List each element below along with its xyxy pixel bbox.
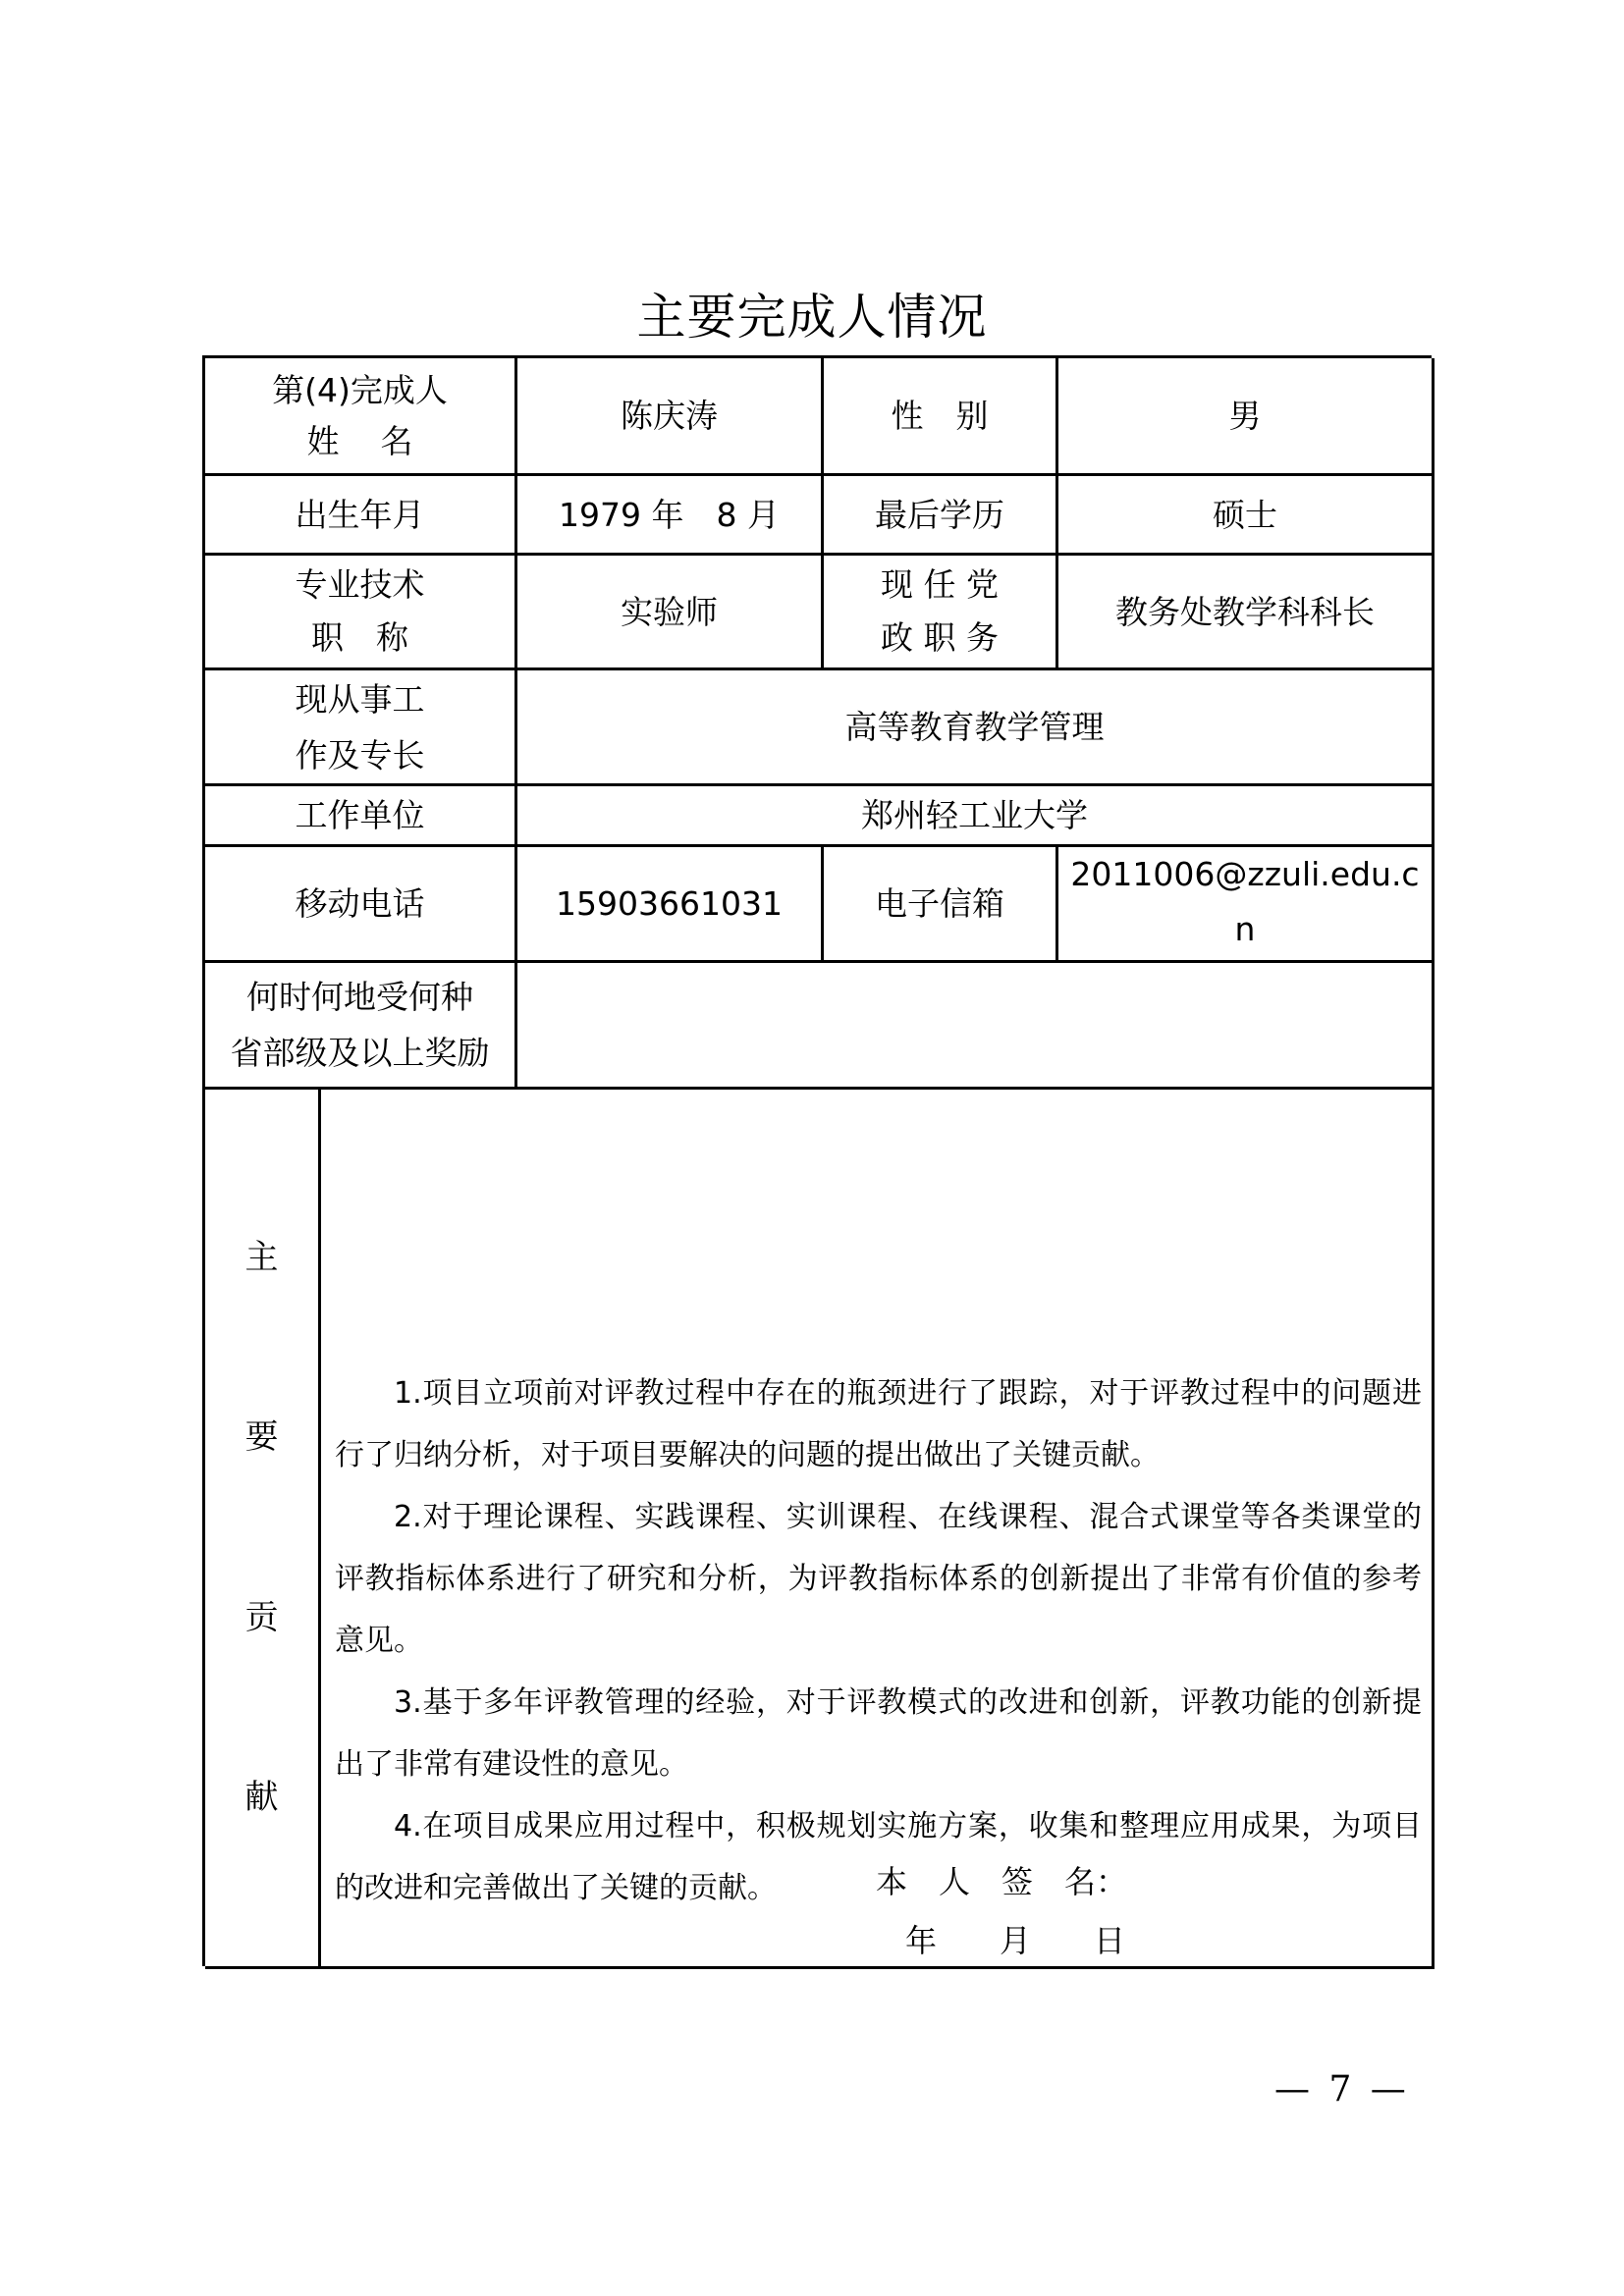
- contribution-label-char: 要: [244, 1417, 279, 1458]
- contribution-paragraph: 4.在项目成果应用过程中，积极规划实施方案，收集和整理应用成果，为项目的改进和完善做出了关键的贡献。: [335, 1809, 1422, 1905]
- birth-value: 1979 年 8 月: [559, 495, 780, 534]
- email-label-cell: [824, 847, 1058, 963]
- unit-label-cell: [205, 786, 517, 847]
- contribution-label-char: 贡: [244, 1597, 279, 1637]
- work-value: 高等教育教学管理: [844, 708, 1105, 746]
- email-label: 电子信箱: [875, 884, 1004, 923]
- education-label: 最后学历: [875, 495, 1004, 534]
- work-label: 现从事工: [295, 679, 425, 719]
- professional-title-label: 专业技术: [295, 565, 425, 604]
- work-value-cell: [517, 670, 1435, 786]
- unit-value-cell: [517, 786, 1435, 847]
- contribution-label-char: 主: [244, 1238, 279, 1278]
- page-number: — 7 —: [1274, 2069, 1410, 2109]
- awards-label-line2: 省部级及以上奖励: [230, 1034, 490, 1072]
- contribution-paragraph: 3.基于多年评教管理的经验，对于评教模式的改进和创新，评教功能的创新提出了非常有建设性的意见。: [335, 1685, 1422, 1782]
- signature-label: 本 人 签 名：: [876, 1863, 1128, 1900]
- awards-label: 何时何地受何种: [246, 978, 473, 1016]
- education-value: 硕士: [1213, 495, 1277, 534]
- phone-label-cell: [205, 847, 517, 963]
- professional-title-value-cell: [517, 556, 824, 670]
- name-value: 陈庆涛: [621, 397, 718, 435]
- contribution-text: [335, 1362, 1422, 1919]
- gender-label-cell: [824, 358, 1058, 476]
- contribution-paragraph: 2.对于理论课程、实践课程、实训课程、在线课程、混合式课堂等各类课堂的评教指标体系进行了研究和分析，为评教指标体系的创新提出了非常有价值的参考意见。: [335, 1500, 1422, 1658]
- gender-value: 男: [1228, 397, 1262, 435]
- date-label: 年 月 日: [905, 1922, 1126, 1959]
- birth-label-cell: [205, 476, 517, 556]
- awards-value-cell: [517, 963, 1435, 1090]
- name-label: 姓 名: [306, 421, 413, 460]
- unit-value: 郑州轻工业大学: [861, 796, 1088, 834]
- education-value-cell: [1058, 476, 1435, 556]
- completer-rank-label: 第(4)完成人: [272, 370, 448, 409]
- professional-title-label-line2: 职 称: [311, 618, 408, 657]
- completer-info-table: [202, 355, 1432, 1966]
- awards-label-cell: [205, 963, 517, 1090]
- education-label-cell: [824, 476, 1058, 556]
- contribution-label-char: 献: [244, 1777, 279, 1817]
- work-label-cell: [205, 670, 517, 786]
- professional-title-label-cell: [205, 556, 517, 670]
- email-value: 2011006@zzuli.edu.c: [1070, 855, 1420, 893]
- position-label: 现 任 党: [881, 565, 999, 604]
- email-value-cell: [1058, 847, 1435, 963]
- unit-label: 工作单位: [295, 796, 425, 834]
- phone-value: 15903661031: [556, 884, 783, 923]
- contribution-body-cell: [321, 1090, 1435, 1969]
- position-label-cell: [824, 556, 1058, 670]
- work-label-line2: 作及专长: [295, 735, 425, 774]
- birth-value-cell: [517, 476, 824, 556]
- name-label-cell: [205, 358, 517, 476]
- birth-label: 出生年月: [295, 495, 425, 534]
- contribution-paragraph: 1.项目立项前对评教过程中存在的瓶颈进行了跟踪，对于评教过程中的问题进行了归纳分析，对于项目要解决的问题的提出做出了关键贡献。: [335, 1376, 1422, 1472]
- gender-label: 性 别: [891, 397, 989, 435]
- professional-title-value: 实验师: [621, 592, 718, 631]
- position-value: 教务处教学科科长: [1115, 592, 1375, 631]
- contribution-label-cell: [205, 1090, 321, 1969]
- position-value-cell: [1058, 556, 1435, 670]
- phone-value-cell: [517, 847, 824, 963]
- name-value-cell: [517, 358, 824, 476]
- gender-value-cell: [1058, 358, 1435, 476]
- phone-label: 移动电话: [295, 884, 425, 923]
- email-value-line2: n: [1234, 910, 1256, 948]
- position-label-line2: 政 职 务: [881, 618, 999, 657]
- page-title: 主要完成人情况: [636, 289, 988, 346]
